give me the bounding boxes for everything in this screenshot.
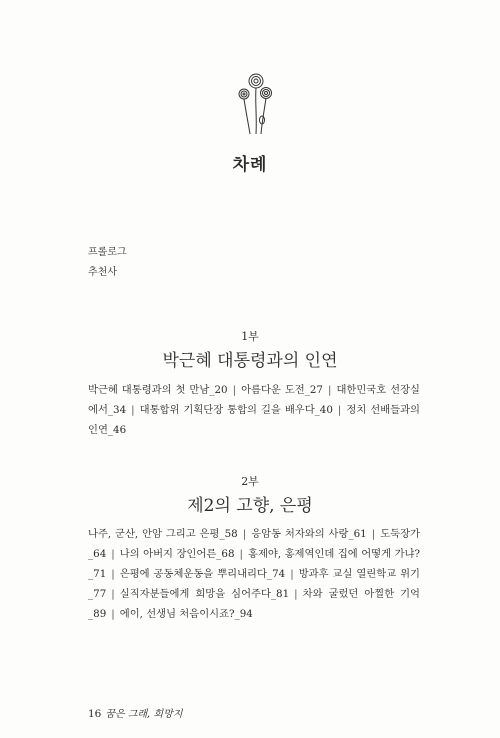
toc-entry[interactable]: 방과후 교실 열린학교 위기_77 [88,568,421,600]
separator: | [232,384,237,396]
toc-entry[interactable]: 은평에 공동체운동을 뿌리내리다_74 [119,568,286,580]
separator: | [242,528,247,540]
toc-entry[interactable]: 에이, 선생님 처음이시죠?_94 [119,608,253,620]
front-matter-recommendation[interactable]: 추천사 [88,267,117,278]
page-footer [88,705,183,720]
separator: | [290,568,294,580]
toc-entry[interactable]: 아름다운 도전_27 [241,384,323,396]
toc-entry[interactable]: 실직자분들에게 희망을 심어주다_81 [119,588,290,600]
toc-entry[interactable]: 나의 아버지 장인어른_68 [119,548,235,560]
toc-entry[interactable]: 나주, 군산, 안암 그리고 은평_58 [88,528,238,540]
book-title: 꿈은 그래, 희망지 [105,709,183,720]
toc-entry[interactable]: 도둑장가_64 [88,528,420,560]
separator: | [337,404,342,416]
front-matter-prologue[interactable]: 프롤로그 [88,247,127,258]
part-2-title: 제2의 고향, 은평 [187,496,313,516]
part-1-label: 1부 [241,330,259,343]
separator: | [371,528,376,540]
toc-entry[interactable]: 대통합위 기획단장 통합의 길을 배우다_40 [139,404,333,416]
toc-title: 차례 [232,155,268,175]
separator: | [111,588,115,600]
toc-entry[interactable]: 차와 굴렀던 아찔한 기억_89 [88,588,420,620]
part-2-entries [88,524,420,624]
part-2-label: 2부 [241,475,259,488]
page-number: 16 [88,708,102,720]
separator: | [111,608,115,620]
separator: | [327,384,332,396]
part-1-entries [88,380,420,440]
front-matter-list [88,243,127,283]
separator: | [294,588,298,600]
separator: | [131,404,135,416]
toc-entry[interactable]: 응암동 처자와의 사랑_61 [251,528,367,540]
flower-illustration [236,72,276,142]
toc-entry[interactable]: 정치 선배들과의 인연_46 [88,404,421,436]
separator: | [111,568,115,580]
toc-entry[interactable]: 대한민국호 선장실에서_34 [88,384,420,416]
separator: | [239,548,243,560]
toc-entry[interactable]: 홍제야, 홍제역인데 집에 어떻게 가냐?_71 [88,548,420,580]
separator: | [111,548,115,560]
part-1-title: 박근혜 대통령과의 인연 [162,351,338,371]
toc-entry[interactable]: 박근혜 대통령과의 첫 만남_20 [88,384,228,396]
